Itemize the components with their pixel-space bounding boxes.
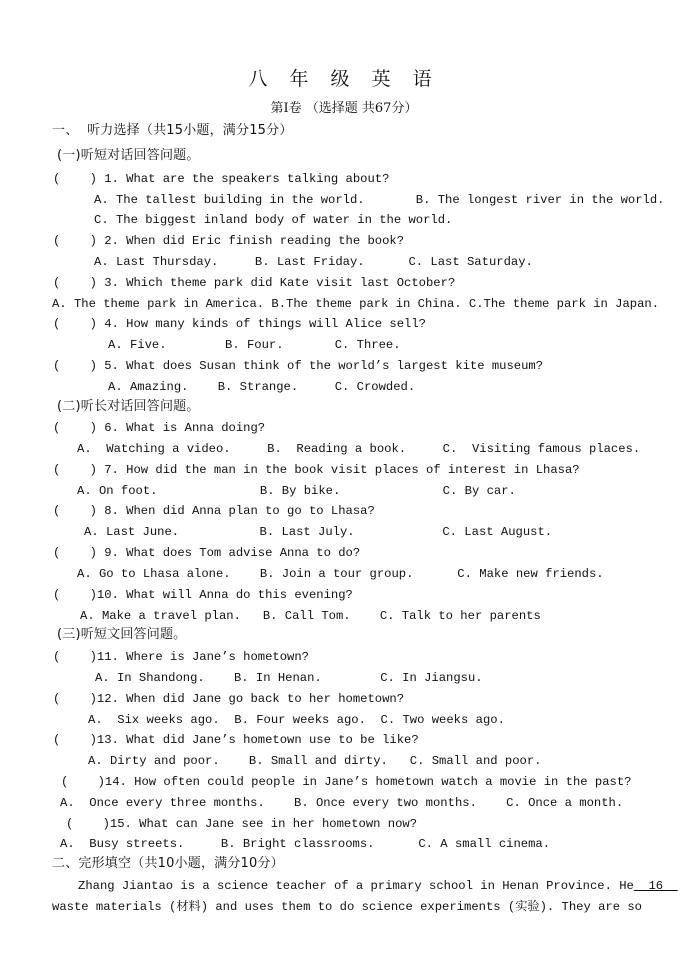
subsection-passage: (三)听短文回答问题。 bbox=[57, 627, 187, 642]
question-11: ( )11. Where is Jane’s hometown? bbox=[53, 650, 309, 664]
exam-subtitle: 第Ⅰ卷 （选择题 共67分） bbox=[270, 101, 418, 116]
cloze-paragraph-line-1 bbox=[78, 878, 678, 894]
question-13-options: A. Dirty and poor. B. Small and dirty. C. Small and poor. bbox=[88, 754, 542, 768]
cloze-text: Zhang Jiantao is a science teacher of a primary school in Henan Province. He bbox=[78, 879, 634, 893]
question-1-options-ab: A. The tallest building in the world. B. The longest river in the world. bbox=[94, 193, 665, 207]
question-4: ( ) 4. How many kinds of things will Alice sell? bbox=[53, 317, 426, 331]
question-12: ( )12. When did Jane go back to her hometown? bbox=[53, 692, 405, 706]
question-8-options: A. Last June. B. Last July. C. Last August. bbox=[84, 525, 553, 539]
question-15: ( )15. What can Jane see in her hometown now? bbox=[66, 817, 418, 831]
section-heading-listening: 一、 听力选择（共15小题，满分15分） bbox=[52, 123, 293, 138]
question-2: ( ) 2. When did Eric finish reading the book? bbox=[53, 234, 405, 248]
question-4-options: A. Five. B. Four. C. Three. bbox=[108, 338, 401, 352]
question-5: ( ) 5. What does Susan think of the world’s largest kite museum? bbox=[53, 359, 544, 373]
question-1-option-c: C. The biggest inland body of water in the world. bbox=[94, 213, 453, 227]
question-10-options: A. Make a travel plan. B. Call Tom. C. Talk to her parents bbox=[80, 609, 541, 623]
question-15-options: A. Busy streets. B. Bright classrooms. C. A small cinema. bbox=[60, 837, 551, 851]
question-14-options: A. Once every three months. B. Once every two months. C. Once a month. bbox=[60, 796, 624, 810]
section-heading-cloze: 二、完形填空（共10小题，满分10分） bbox=[52, 856, 284, 871]
question-2-options: A. Last Thursday. B. Last Friday. C. Last Saturday. bbox=[94, 255, 533, 269]
question-10: ( )10. What will Anna do this evening? bbox=[53, 588, 353, 602]
question-9: ( ) 9. What does Tom advise Anna to do? bbox=[53, 546, 361, 560]
question-11-options: A. In Shandong. B. In Henan. C. In Jiangsu. bbox=[95, 671, 483, 685]
question-3-options: A. The theme park in America. B.The theme park in China. C.The theme park in Japan. bbox=[52, 297, 660, 311]
question-9-options: A. Go to Lhasa alone. B. Join a tour group. C. Make new friends. bbox=[77, 567, 604, 581]
question-7-options: A. On foot. B. By bike. C. By car. bbox=[77, 484, 516, 498]
subsection-short-dialogues: (一)听短对话回答问题。 bbox=[57, 148, 200, 163]
question-14: ( )14. How often could people in Jane’s hometown watch a movie in the past? bbox=[61, 775, 632, 789]
question-12-options: A. Six weeks ago. B. Four weeks ago. C. Two weeks ago. bbox=[88, 713, 505, 727]
question-6: ( ) 6. What is Anna doing? bbox=[53, 421, 266, 435]
question-1: ( ) 1. What are the speakers talking about? bbox=[53, 172, 390, 186]
question-5-options: A. Amazing. B. Strange. C. Crowded. bbox=[108, 380, 416, 394]
question-6-options: A. Watching a video. B. Reading a book. C. Visiting famous places. bbox=[77, 442, 641, 456]
cloze-paragraph-line-2: waste materials (材料) and uses them to do science experiments (实验). They are so bbox=[52, 900, 642, 914]
question-8: ( ) 8. When did Anna plan to go to Lhasa? bbox=[53, 504, 375, 518]
question-3: ( ) 3. Which theme park did Kate visit last October? bbox=[53, 276, 456, 290]
cloze-blank-16: 16 bbox=[633, 879, 678, 893]
exam-title: 八 年 级 英 语 bbox=[248, 68, 440, 90]
question-13: ( )13. What did Jane’s hometown use to be like? bbox=[53, 733, 419, 747]
question-7: ( ) 7. How did the man in the book visit places of interest in Lhasa? bbox=[53, 463, 580, 477]
subsection-long-dialogues: (二)听长对话回答问题。 bbox=[57, 399, 200, 414]
